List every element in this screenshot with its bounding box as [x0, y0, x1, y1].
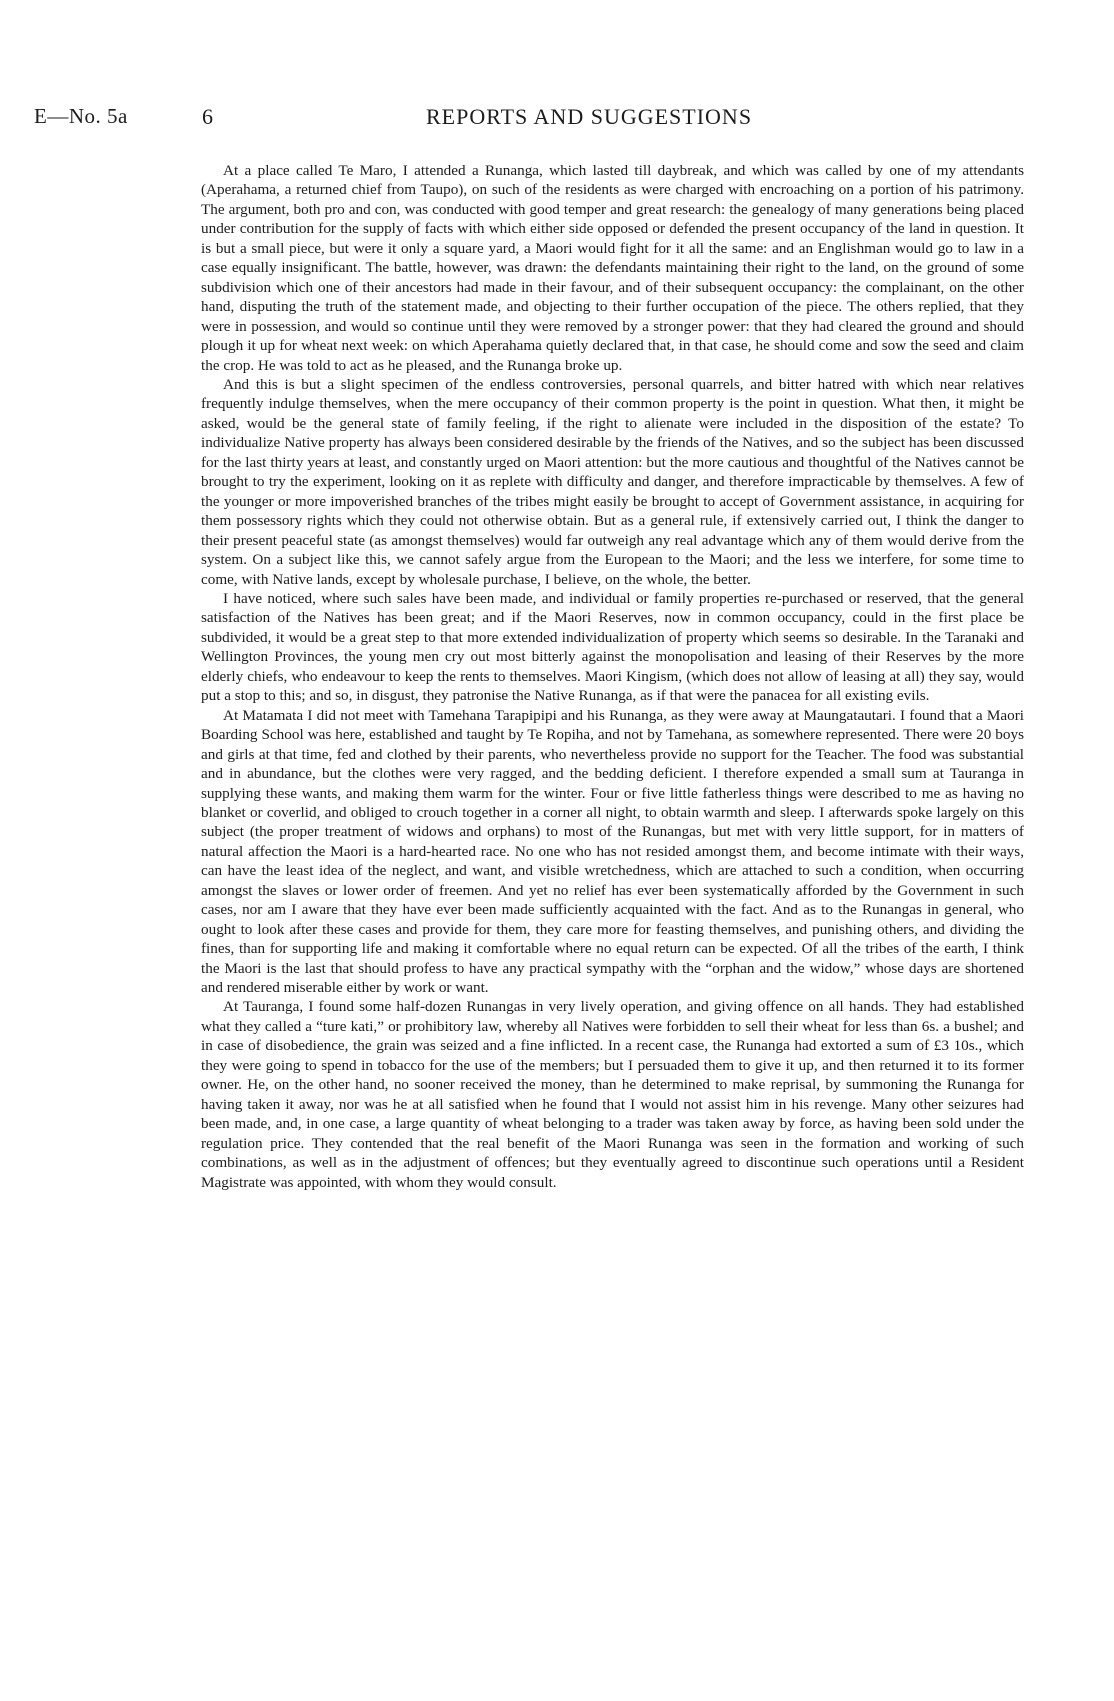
paragraph: At a place called Te Maro, I attended a Runanga, which lasted till daybreak, and which was called by one of my attendants (Aperahama, a returned chief from Taupo), on such of the residents as were charged with encroaching on a portion of his patrimony. The argument, both pro and con, was conducted with good temper and great research: the genealogy of many generations being placed under contribution for the supply of facts with which either side opposed or defended the present occupancy of the land in question. It is but a small piece, but were it only a square yard, a Maori would fight for it all the same: and an Englishman would go to law in a case equally insignificant. The battle, however, was drawn: the defendants maintaining their right to the land, on the ground of some subdivision which one of their ancestors had made in their favour, and of their subsequent occupancy: the complainant, on the other hand, disputing the truth of the statement made, and objecting to their further occupation of the piece. The others replied, that they were in possession, and would so continue until they were removed by a stronger power: that they had cleared the ground and should plough it up for wheat next week: on which Aperahama quietly declared that, in that case, he should come and sow the seed and claim the crop. He was told to act as he pleased, and the Runanga broke up.	[201, 162, 1024, 374]
paragraph: I have noticed, where such sales have been made, and individual or family properties re-purchased or reserved, that the general satisfaction of the Natives has been great; and if the Maori Reserves, now in common occupancy, could in the first place be subdivided, it would be a great step to that more extended individualization of property which seems so desirable. In the Taranaki and Wellington Provinces, the young men cry out most bitterly against the monopolisation and leasing of their Reserves by the more elderly chiefs, who endeavour to keep the rents to themselves. Maori Kingism, (which does not allow of leasing at all) they say, would put a stop to this; and so, in disgust, they patronise the Native Runanga, as if that were the panacea for all existing evils.	[201, 589, 1024, 705]
body-text	[201, 161, 1024, 1192]
paragraph: At Tauranga, I found some half-dozen Runangas in very lively operation, and giving offence on all hands. They had established what they called a “ture kati,” or prohibitory law, whereby all Natives were forbidden to sell their wheat for less than 6s. a bushel; and in case of disobedience, the grain was seized and a fine inflicted. In a recent case, the Runanga had extorted a sum of £3 10s., which they were going to spend in tobacco for the use of the members; but I persuaded them to give it up, and then returned it to its former owner. He, on the other hand, no sooner received the money, than he determined to make reprisal, by summoning the Runanga for having taken it away, nor was he at all satisfied when he found that I would not assist him in his revenge. Many other seizures had been made, and, in one case, a large quantity of wheat belonging to a trader was taken away by force, as having been sold under the regulation price. They contended that the real benefit of the Maori Runanga was seen in the formation and working of such combinations, as well as in the adjustment of offences; but they eventually agreed to discontinue such operations until a Resident Magistrate was appointed, with whom they would consult.	[201, 998, 1024, 1191]
page-number: 6	[202, 104, 214, 129]
page-title: REPORTS AND SUGGESTIONS	[426, 104, 753, 129]
document-reference: E—No. 5a	[34, 104, 128, 128]
page-header	[34, 104, 1064, 136]
paragraph: At Matamata I did not meet with Tamehana Tarapipipi and his Runanga, as they were away at Maungatautari. I found that a Maori Boarding School was here, established and taught by Te Ropiha, and not by Tamehana, as somewhere represented. There were 20 boys and girls at that time, fed and clothed by their parents, who nevertheless provide no support for the Teacher. The food was substantial and in abundance, but the clothes were very ragged, and the bedding deficient. I therefore expended a small sum at Tauranga in supplying these wants, and making them warm for the winter. Four or five little fatherless things were described to me as having no blanket or coverlid, and obliged to crouch together in a corner all night, to obtain warmth and sleep. I afterwards spoke largely on this subject (the proper treatment of widows and orphans) to most of the Runangas, but met with very little support, for in matters of natural affection the Maori is a hard-hearted race. No one who has not resided amongst them, and become intimate with their ways, can have the least idea of the neglect, and want, and visible wretchedness, which are attached to such a condition, when occurring amongst the slaves or lower order of freemen. And yet no relief has ever been systematically afforded by the Government in such cases, nor am I aware that they have ever been made sufficiently acquainted with the fact. And as to the Runangas in general, who ought to look after these cases and provide for them, they care more for feasting themselves, and punishing others, and dividing the fines, than for supporting life and making it comfortable where no equal return can be expected. Of all the tribes of the earth, I think the Maori is the last that should profess to have any practical sympathy with the “orphan and the widow,” whose days are shortened and rendered miserable either by work or want.	[201, 706, 1024, 997]
paragraph: And this is but a slight specimen of the endless controversies, personal quarrels, and bitter hatred with which near relatives frequently indulge themselves, when the mere occupancy of their common property is the point in question. What then, it might be asked, would be the general state of family feeling, if the right to alienate were included in the disposition of the estate? To individualize Native property has always been considered desirable by the friends of the Natives, and so the subject has been discussed for the last thirty years at least, and constantly urged on Maori attention: but the more cautious and thoughtful of the Natives cannot be brought to try the experiment, looking on it as replete with difficulty and danger, and therefore impracticable by themselves. A few of the younger or more impoverished branches of the tribes might easily be brought to accept of Government assistance, in acquiring for them possessory rights which they could not otherwise obtain. But as a general rule, if extensively carried out, I think the danger to their present peaceful state (as amongst themselves) would far outweigh any real advantage which any of them would derive from the system. On a subject like this, we cannot safely argue from the European to the Maori; and the less we interfere, for some time to come, with Native lands, except by wholesale purchase, I believe, on the whole, the better.	[201, 375, 1024, 588]
